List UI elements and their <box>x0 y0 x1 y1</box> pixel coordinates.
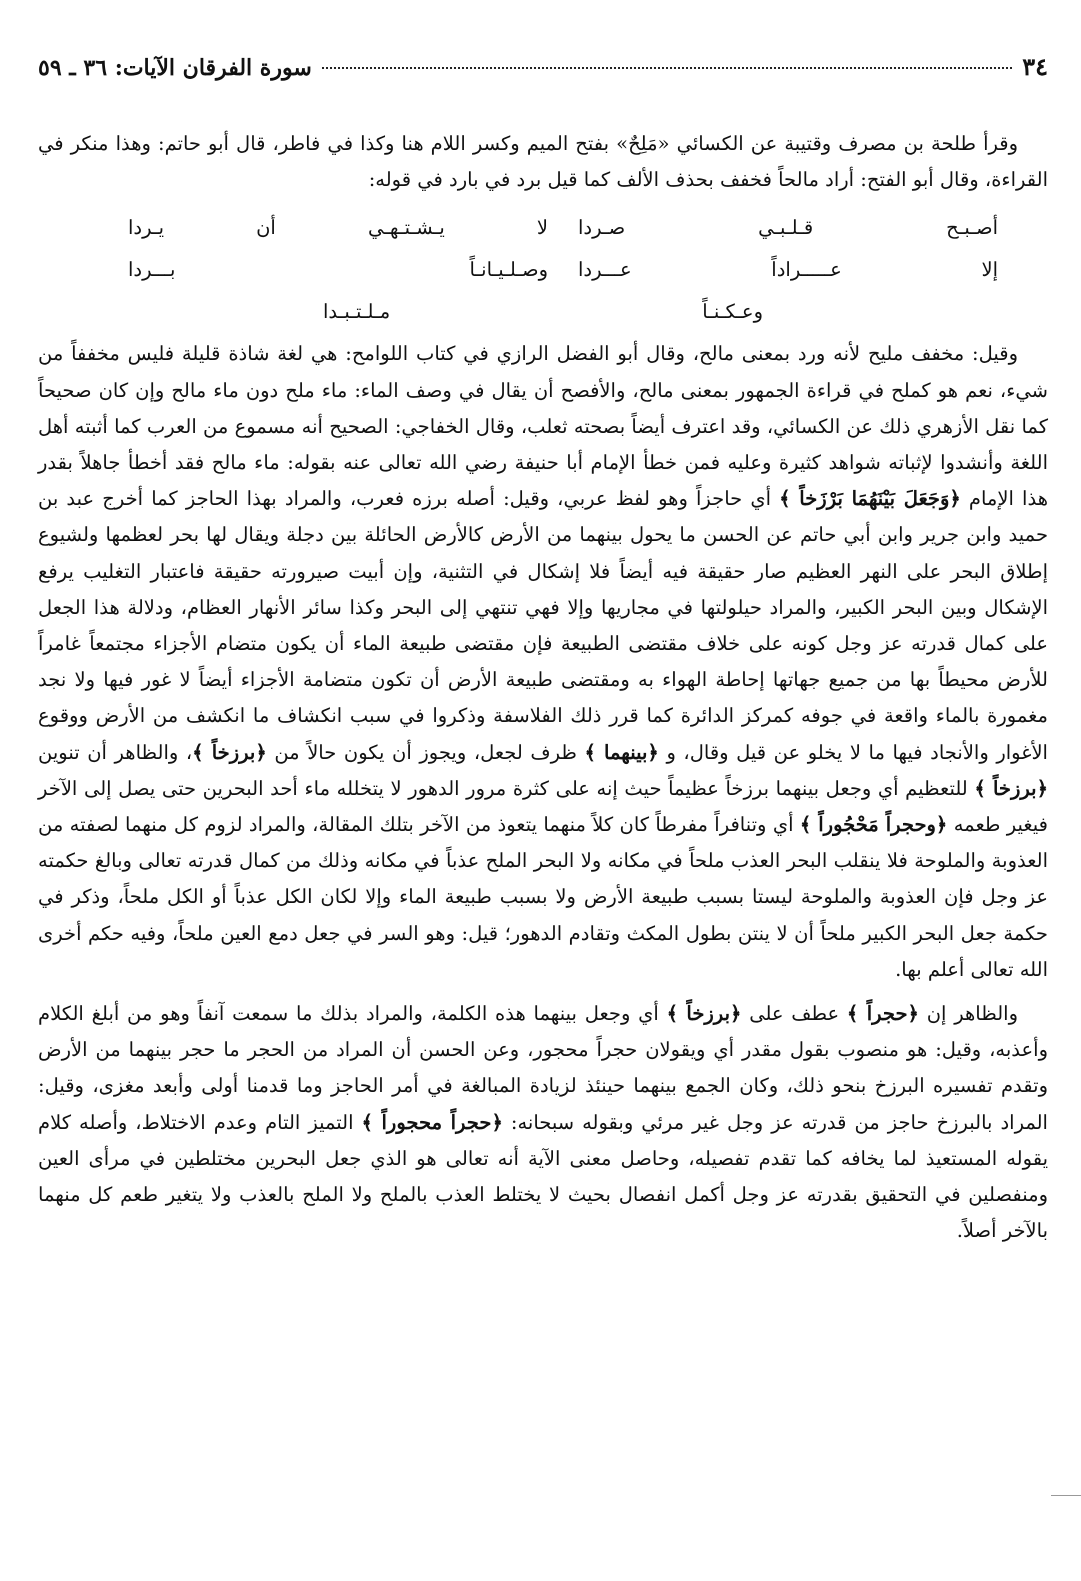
poem-line-2 <box>38 248 1048 290</box>
poem-line-3 <box>38 290 1048 332</box>
paragraph-2 <box>38 336 1048 988</box>
poem-line-2-first-hemistich: إلا عـــــراداً عـــردا <box>578 257 998 281</box>
quran-quote: ﴿وحجراً مَحْجُوراً ﴾ <box>799 813 948 837</box>
paragraph-1 <box>38 126 1048 198</box>
paragraph-2-text: وقيل: مخفف مليح لأنه ورد بمعنى مالح، وقال أبو الفضل الرازي في كتاب اللوامح: هي لغة شاذة قليلة فليس مخففاً من شيء، نعم هو كملح في قراءة الجمهور بمعنى مالح، والأفصح أن يقال في وصف الماء: ماء ملح دون ماء مالح وإن كان صحيحاً كما نقل الأزهري ذلك عن الكسائي، وقد اعترف أيضاً بصحته ثعلب، وقال الخفاجي: الصحيح أنه مسموع من العرب كما أثبته أهل اللغة وأنشدوا لإثباته شواهد كثيرة وعليه فمن خطأ الإمام أبا حنيفة رضي الله تعالى عنه بقوله: ماء مالح فقد أخطأ جاهلاً بقدر هذا الإمام <box>38 342 1048 511</box>
header-dot-leader <box>322 67 1012 69</box>
quran-quote: ﴿حجراً ﴾ <box>846 1002 919 1026</box>
paragraph-1-text: وقرأ طلحة بن مصرف وقتيبة عن الكسائي «مَلِحٌ» بفتح الميم وكسر اللام هنا وكذا في فاطر، قال أبو حاتم: وهذا منكر في القراءة، وقال أبو الفتح: أراد مالحاً فخفف بحذف الألف كما قيل برد في بارد في قوله: <box>38 132 1048 192</box>
page-number: ٣٤ <box>1022 52 1048 81</box>
running-head <box>38 52 1048 92</box>
paragraph-2-text: ، والظاهر أن تنوين <box>38 740 193 764</box>
paragraph-3-text: أي وجعل بينهما هذه الكلمة، والمراد بذلك ما سمعت آنفاً وهو من أبلغ الكلام وأعذبه، وقيل: هو منصوب بقول مقدر أي ويقولان حجراً محجور، وعن الحسن أن المراد من الحجر ما حجر بينهما من الأرض وتقدم تفسيره البرزخ بنحو ذلك، وكان الجمع بينهما حينئذ لزيادة المبالغة في أمر الحاجز وما قدمنا أولى وأبعد مغزى، وقيل: المراد بالبرزخ حاجز من قدرته عز وجل غير مرئي وبقوله سبحانه: <box>38 1002 1048 1134</box>
poem-line-1 <box>38 206 1048 248</box>
quran-quote: ﴿وَجَعَلَ بَيْنَهُمَا بَرْزَخاً ﴾ <box>779 487 961 511</box>
quran-quote: ﴿برزخاً ﴾ <box>192 740 267 764</box>
sura-title: سورة الفرقان الآيات: ٣٦ ـ ٥٩ <box>38 55 312 81</box>
paragraph-2-text: للتعظيم أي وجعل بينهما برزخاً عظيماً حيث إنه على كثرة مرور الدهور لا يتخلله ماء أحد البحرين حتى يصل إلى الآخر فيغير طعمه <box>38 776 1048 837</box>
paragraph-2-text: أي حاجزاً وهو لفظ عربي، وقيل: أصله برزه فعرب، والمراد بهذا الحاجز كما أخرج عبد بن حميد وابن جرير وابن أبي حاتم عن الحسن ما يحول بينهما من الأرض كالأرض الحائلة بين دجلة ويقال لها بحر لعظمها ولشيوع إطلاق البحر على النهر العظيم صار حقيقة فيه أيضاً فلا إشكال في التثنية، وإن أبيت صيرورته حقيقة فاعتبار التغليب يرفع الإشكال وبين البحر الكبير، والمراد حيلولتها في مجاريها وإلا فهي تنتهي إلى البحر وكذا سائر الأنهار العظام، ودلالة هذا الجعل على كمال قدرته عز وجل كونه على خلاف مقتضى الطبيعة فإن مقتضى طبيعة الماء أن يكون متضام الأجزاء مجتمعاً غامراً للأرض محيطاً بها من جميع جهاتها إحاطة الهواء به ومقتضى طبيعة الأرض أن تكون متضامة الأجزاء أيضاً لا غور فيها ولا نجد مغمورة بالماء واقعة في جوفه كمركز الدائرة كما قرر ذلك الفلاسفة وذكروا في سبب انكشاف ما انكشف من الأرض ووقوع الأغوار والأنجاد فيها ما لا يخلو عن قيل وقال، و <box>38 487 1048 764</box>
poem-line-1-first-hemistich: أصـبـح قـلـبـي صـردا <box>578 215 998 239</box>
quran-quote: ﴿برزخاً ﴾ <box>666 1002 742 1026</box>
paragraph-3-text: التميز التام وعدم الاختلاط، وأصله كلام يقوله المستعيذ لما يخافه كما تقدم تفصيله، وحاصل معنى الآية أنه تعالى هو الذي جعل البحرين مختلطين في مرأى العين ومنفصلين في التحقيق بقدرته عز وجل أكمل انفصال بحيث لا يختلط العذب بالملح ولا الملح بالعذب ولا يتغير طعم كل منهما بالآخر أصلاً. <box>38 1110 1048 1243</box>
paragraph-2-text: أي وتنافراً مفرطاً كان كلاً منهما يتعوذ من الآخر بتلك المقالة، والمراد لزوم كل منهما لصفته من العذوبة والملوحة فلا ينقلب البحر العذب ملحاً في مكانه ولا البحر الملح عذباً في مكانه وذلك من كمال قدرته تعالى وبالغ حكمته عز وجل فإن العذوبة والملوحة ليستا بسبب طبيعة الأرض ولا بسبب طبيعة الماء وإلا لكان الكل عذباً أو الكل ملحاً، وذكر في حكمة جعل البحر الكبير ملحاً أن لا ينتن بطول المكث وتقادم الدهور؛ قيل: وهو السر في جعل دمع العين ملحاً، وفيه حكم أخرى الله تعالى أعلم بها. <box>38 813 1048 981</box>
quran-quote: ﴿برزخاً ﴾ <box>974 776 1048 800</box>
paragraph-3-text: عطف على <box>741 1002 847 1026</box>
poem-line-1-second-hemistich: لا يـشـتـهـي أن يـردا <box>128 215 548 239</box>
poem-line-2-second-hemistich: وصـلـيـانـاً بـــردا <box>128 257 548 281</box>
paragraph-3-text: والظاهر إن <box>918 1002 1018 1026</box>
poem-verses <box>38 206 1048 332</box>
paragraph-2-text: ظرف لجعل، ويجوز أن يكون حالاً من <box>266 740 585 764</box>
quran-quote: ﴿حجراً محجوراً ﴾ <box>361 1110 503 1134</box>
book-page <box>38 52 1048 1249</box>
quran-quote: ﴿بينهما ﴾ <box>584 740 659 764</box>
page-edge-mark <box>1051 1495 1081 1496</box>
poem-line-3-hemistich: وعـكـنـاً مـلـتـبـدا <box>323 299 763 323</box>
paragraph-3 <box>38 996 1048 1249</box>
